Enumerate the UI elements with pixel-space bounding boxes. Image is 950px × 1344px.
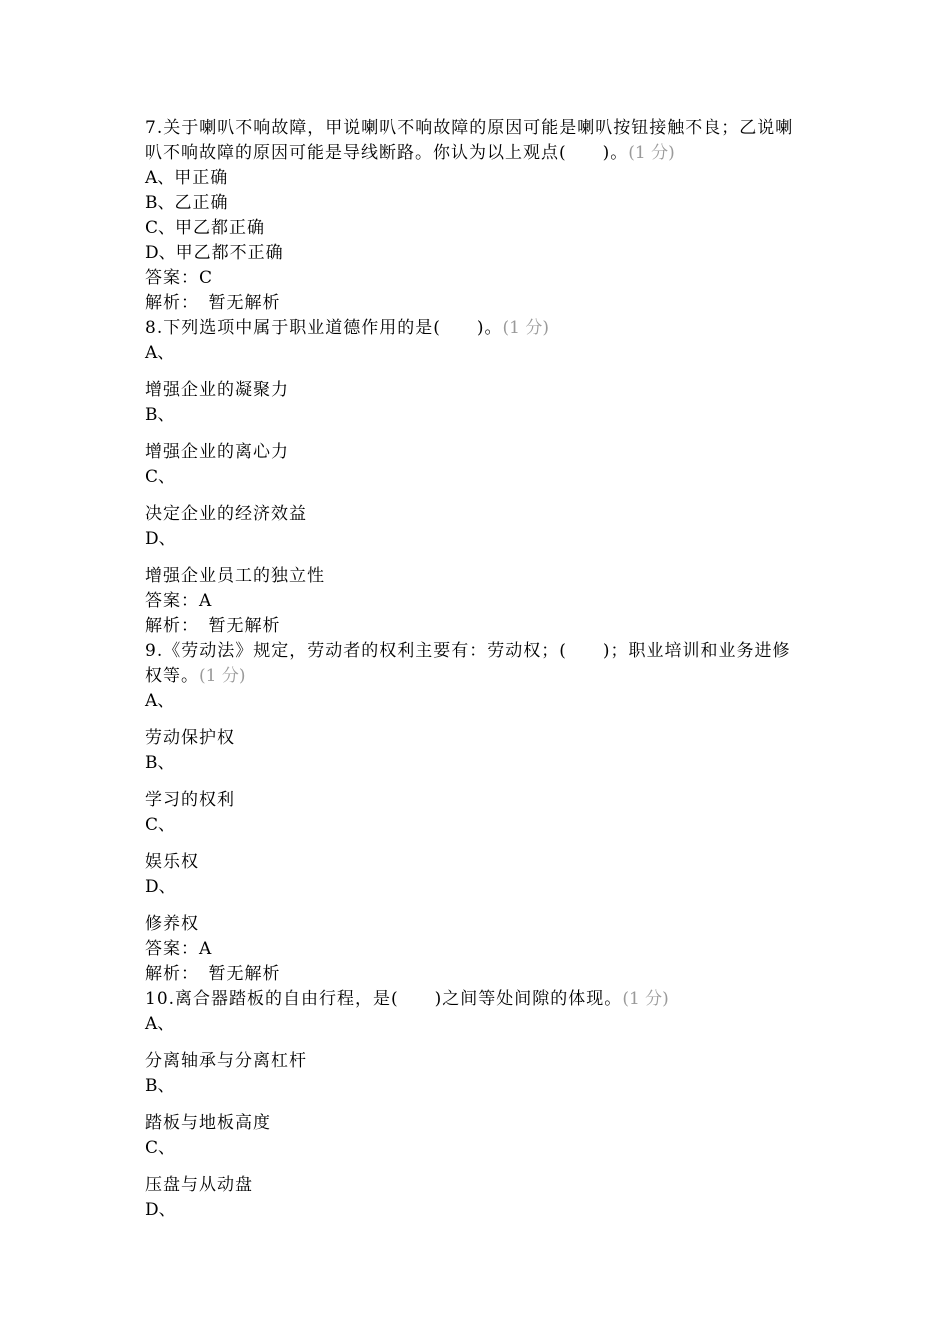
analysis: 解析： 暂无解析 [145, 616, 281, 636]
option-a [145, 166, 805, 191]
option-c-letter: C、 [145, 1138, 176, 1158]
option-a-text: 分离轴承与分离杠杆 [145, 1051, 307, 1071]
question-8 [145, 316, 805, 639]
question-stem [145, 639, 805, 689]
option-c-letter: C、 [145, 467, 176, 487]
answer: 答案：C [145, 268, 214, 288]
question-stem [145, 987, 805, 1012]
option-d-letter: D、 [145, 529, 176, 549]
question-stem-text: 10.离合器踏板的自由行程，是( )之间等处间隙的体现。 [145, 989, 623, 1009]
question-stem-text: 8.下列选项中属于职业道德作用的是( )。 [145, 318, 503, 338]
option-a-text: 劳动保护权 [145, 728, 235, 748]
answer: 答案：A [145, 591, 213, 611]
option-letter: C、 [145, 218, 176, 238]
question-score: (1 分) [502, 318, 549, 338]
question-7 [145, 116, 805, 316]
option-b-text: 学习的权利 [145, 790, 235, 810]
option-b-letter: B、 [145, 753, 175, 773]
option-d [145, 241, 805, 266]
option-letter: B、 [145, 193, 175, 213]
question-score: (1 分) [622, 989, 669, 1009]
option-a-letter: A、 [145, 343, 175, 363]
option-text: 甲正确 [174, 168, 229, 188]
option-d-letter: D、 [145, 1200, 176, 1220]
question-10 [145, 987, 805, 1223]
option-letter: A、 [145, 168, 175, 188]
option-d-letter: D、 [145, 877, 176, 897]
option-a-letter: A、 [145, 691, 175, 711]
option-b-letter: B、 [145, 405, 175, 425]
option-c [145, 216, 805, 241]
option-text: 乙正确 [174, 193, 229, 213]
question-stem [145, 116, 805, 166]
question-9 [145, 639, 805, 987]
option-c-text: 决定企业的经济效益 [145, 504, 307, 524]
option-b-letter: B、 [145, 1076, 175, 1096]
option-c-letter: C、 [145, 815, 176, 835]
option-a-text: 增强企业的凝聚力 [145, 380, 289, 400]
question-stem-text: 7.关于喇叭不响故障，甲说喇叭不响故障的原因可能是喇叭按钮接触不良；乙说喇叭不响故障的原因可能是导线断路。你认为以上观点( )。 [145, 118, 794, 163]
option-letter: D、 [145, 243, 176, 263]
option-d-text: 修养权 [145, 914, 199, 934]
question-stem [145, 316, 805, 341]
option-d-text: 增强企业员工的独立性 [145, 566, 325, 586]
question-stem-text: 9.《劳动法》规定，劳动者的权利主要有：劳动权；( )；职业培训和业务进修权等。 [145, 641, 791, 686]
answer: 答案：A [145, 939, 213, 959]
option-b-text: 踏板与地板高度 [145, 1113, 271, 1133]
option-c-text: 娱乐权 [145, 852, 199, 872]
option-c-text: 压盘与从动盘 [145, 1175, 253, 1195]
option-a-letter: A、 [145, 1014, 175, 1034]
option-text: 甲乙都正确 [175, 218, 266, 238]
analysis: 解析： 暂无解析 [145, 964, 281, 984]
analysis: 解析： 暂无解析 [145, 293, 281, 313]
option-b [145, 191, 805, 216]
option-b-text: 增强企业的离心力 [145, 442, 289, 462]
question-score: (1 分) [199, 666, 246, 686]
option-text: 甲乙都不正确 [175, 243, 284, 263]
question-score: (1 分) [628, 143, 675, 163]
question-list [145, 116, 805, 1223]
